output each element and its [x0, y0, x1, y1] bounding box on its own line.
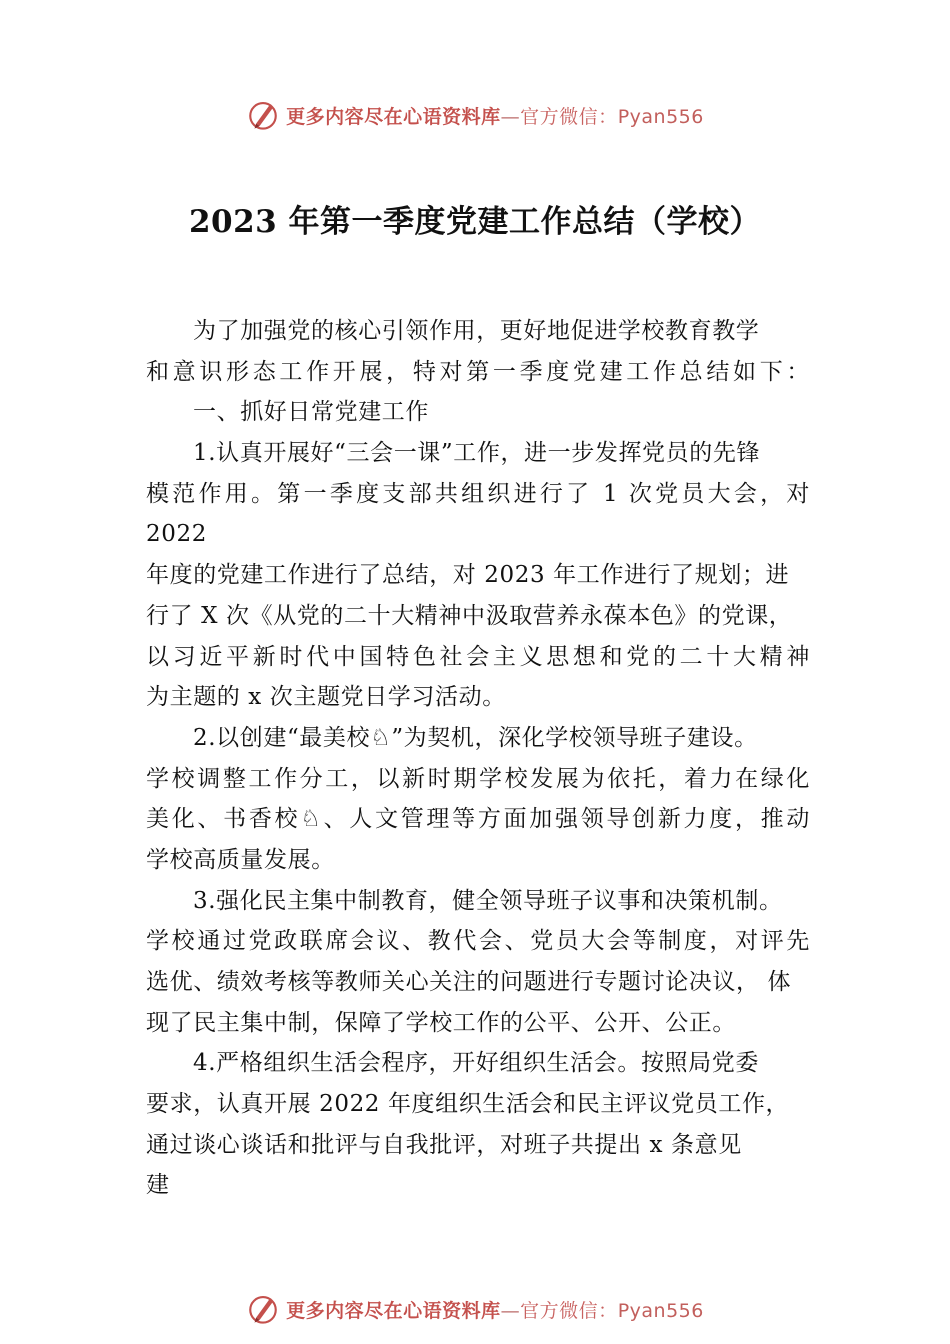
text-line: 通过谈心谈话和批评与自我批评，对班子共提出 x 条意见 [146, 1131, 742, 1158]
watermark-text [286, 1296, 704, 1323]
text-line: 选优、绩效考核等教师关心关注的问题进行专题讨论决议， 体 [146, 969, 792, 995]
text-line: 2022 [146, 521, 207, 548]
watermark-prefix: 更多内容尽在心语资料库 [286, 1299, 501, 1322]
watermark-wechat-id: Pyan556 [617, 105, 704, 128]
text-line: 3.强化民主集中制教育，健全领导班子议事和决策机制。 [193, 887, 783, 914]
watermark-separator: — [500, 105, 521, 128]
watermark-text [286, 102, 704, 129]
section-heading: 一、抓好日常党建工作 [193, 399, 429, 426]
text-line: 1.认真开展好“三会一课”工作，进一步发挥党员的先锋 [193, 440, 761, 467]
text-line: 学校调整工作分工，以新时期学校发展为依托，着力在绿化 [146, 765, 810, 792]
text-line: 学校高质量发展。 [146, 846, 335, 873]
document-body [146, 311, 810, 1206]
text-line: 以习近平新时代中国特色社会主义思想和党的二十大精神 [146, 643, 810, 670]
text-line: 为了加强党的核心引领作用，更好地促进学校教育教学 [193, 318, 760, 344]
text-line: 学校通过党政联席会议、教代会、党员大会等制度，对评先 [146, 928, 810, 955]
text-line: 和意识形态工作开展，特对第一季度党建工作总结如下： [146, 358, 810, 385]
text-line: 行了 X 次《从党的二十大精神中汲取营养永葆本色》的党课， [146, 602, 793, 629]
watermark-prefix: 更多内容尽在心语资料库 [286, 105, 501, 128]
document-title: 2023 年第一季度党建工作总结（学校） [188, 204, 762, 240]
watermark-wechat-id: Pyan556 [617, 1299, 704, 1322]
text-line: 2.以创建“最美校♘”为契机，深化学校领导班子建设。 [193, 724, 758, 751]
text-line: 建 [146, 1172, 170, 1199]
watermark-suffix: 官方微信： [520, 1299, 618, 1322]
pen-logo-icon [246, 98, 280, 132]
text-line: 年度的党建工作进行了总结，对 2023 年工作进行了规划；进 [146, 562, 790, 589]
watermark-suffix: 官方微信： [520, 105, 618, 128]
pen-logo-icon [246, 1292, 280, 1326]
text-line: 为主题的 x 次主题党日学习活动。 [146, 684, 506, 711]
header-watermark [0, 95, 950, 135]
watermark-separator: — [500, 1299, 521, 1322]
text-line: 现了民主集中制，保障了学校工作的公平、公开、公正。 [146, 1009, 736, 1036]
text-line: 美化、书香校♘、人文管理等方面加强领导创新力度，推动 [146, 806, 810, 833]
text-line: 要求，认真开展 2022 年度组织生活会和民主评议党员工作， [146, 1091, 790, 1118]
text-line: 模范作用。第一季度支部共组织进行了 1 次党员大会，对 [146, 480, 810, 507]
text-line: 4.严格组织生活会程序，开好组织生活会。按照局党委 [193, 1050, 759, 1077]
footer-watermark [0, 1289, 950, 1329]
